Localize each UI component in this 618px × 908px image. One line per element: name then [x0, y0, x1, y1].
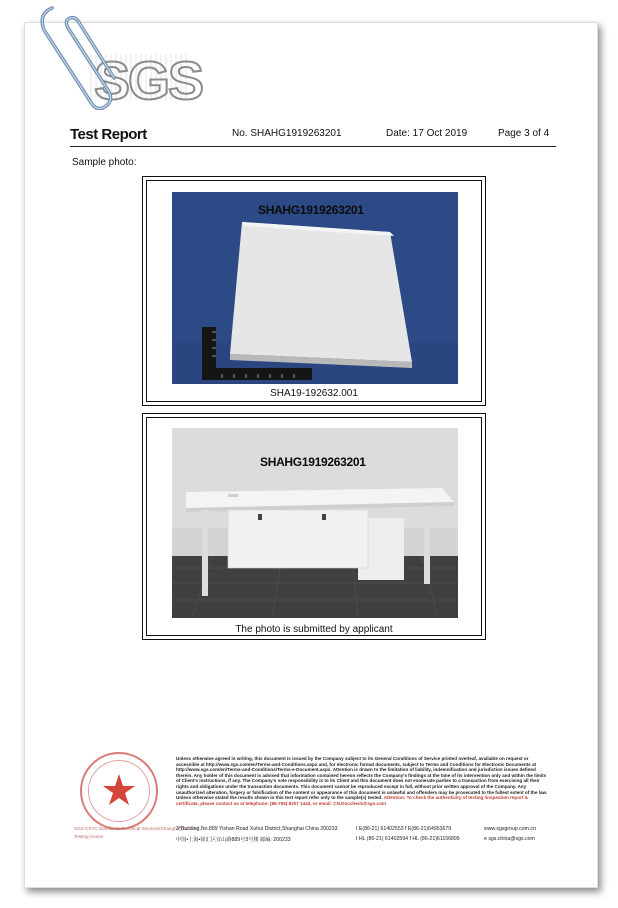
paper-clip-icon [30, 0, 140, 110]
address-english: 3°Building,No.889 Yishan Road Xuhui District,Shanghai China 200233 [176, 826, 338, 832]
photo-frame-1 [142, 176, 486, 406]
address-chinese: 中国•上海•徐汇区宜山路889号3号楼 邮编: 200233 [176, 837, 291, 843]
header-divider [70, 146, 556, 147]
left-testing-center: Testing Center [74, 834, 104, 839]
website-link[interactable]: www.sgsgroup.com.cn [484, 826, 536, 832]
section-label: Sample photo: [72, 157, 137, 168]
page-number: Page 3 of 4 [498, 128, 550, 139]
photo-1-caption: SHA19-192632.001 [270, 388, 358, 399]
seal-star-icon [82, 754, 156, 828]
photo-1-overlay-id: SHAHG1919263201 [258, 203, 364, 217]
disclaimer-text: Unless otherwise agreed in writing, this document is issued by the Company subject to its General Conditions of Service printed overleaf, available on request or accessible at http://www.sgs.com/en/Terms-and-Conditions.aspx and, for electronic format documents, subject to Terms and Conditions for Electronic Documents at http://www.sgs.com/en/Terms-and-Conditions/Terms-e-Document.aspx. Attention is drawn to the limitation of liability, indemnification and jurisdiction issues defined therein. Any holder of this document is advised that information contained hereon reflects the Company's findings at the time of its intervention only and within the limits of Client's instructions, if any. The Company's sole responsibility is to its Client and this document does not exonerate parties to a transaction from exercising all their rights and obligations under the transaction documents. This document cannot be reproduced except in full, without prior written approval of the Company. Any unauthorized alteration, forgery or falsification of the content or appearance of this document is unlawful and offenders may be prosecuted to the fullest extent of the law. Unless otherwise stated the results shown in this test report refer only to the sample(s) tested. [176, 756, 548, 801]
email-link[interactable]: e sgs.china@sgs.com [484, 836, 535, 842]
panel-illustration [172, 192, 458, 384]
sgs-logo: SGS [94, 51, 203, 111]
phone-line-1: t E(86-21) 61402553 f E(86-21)64953679 [356, 826, 452, 832]
attention-text: Attention: To check the authenticity of testing /inspection report & certificate, please contact us at telephone: (86-755) 8307 1443, or email: CN.Doccheck@sgs.com [176, 795, 528, 806]
report-date: Date: 17 Oct 2019 [386, 128, 468, 139]
inspection-seal-icon [80, 752, 158, 830]
photo-2-overlay-id: SHAHG1919263201 [260, 455, 366, 469]
legal-disclaimer [176, 756, 548, 806]
desk-photo [172, 428, 458, 618]
report-number: No. SHAHG1919263201 [232, 128, 342, 139]
photo-2-caption: The photo is submitted by applicant [235, 624, 393, 635]
page-title: Test Report [70, 126, 147, 143]
photo-frame-2 [142, 413, 486, 640]
panel-photo [172, 192, 458, 384]
phone-line-2: t HL (86-21) 61402594 f HL (86-21)61156899 [356, 836, 460, 842]
left-company-name: SGS-CSTC Standards Technical Services(Shanghai) Co.,Ltd. [74, 826, 200, 831]
